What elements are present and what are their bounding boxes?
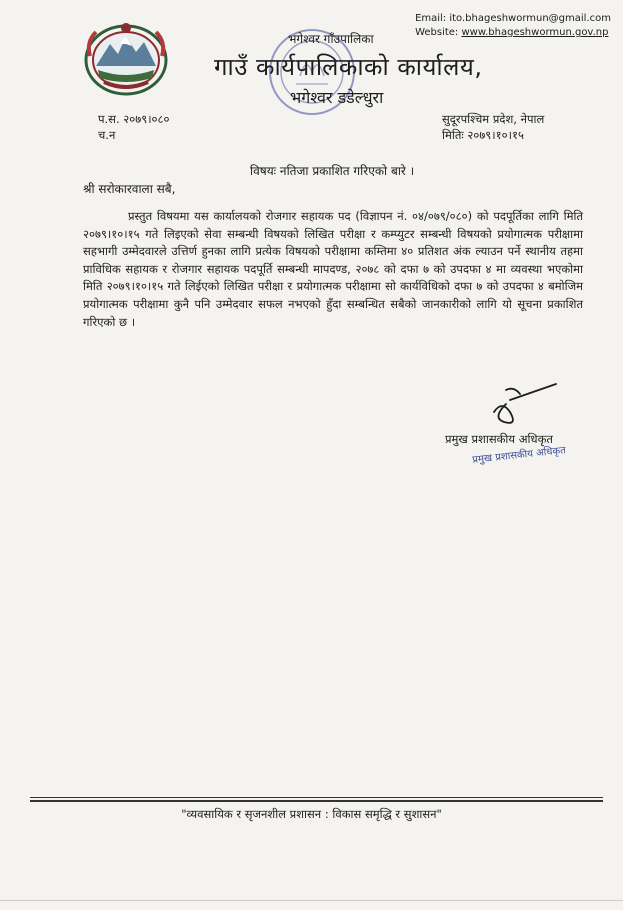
email-line: Email: ito.bhageshwormun@gmail.com: [415, 13, 611, 24]
reference-right: [442, 111, 544, 143]
page-bottom-edge: [0, 900, 623, 901]
footer-divider-thin: [30, 797, 603, 798]
office-top-line: भगेश्वर गाँउपालिका: [288, 32, 374, 46]
dispatch-number: च.न: [98, 128, 116, 142]
province-line: सुदूरपश्चिम प्रदेश, नेपाल: [442, 112, 545, 126]
letter-date: मितिः २०७९।१०।१५: [442, 128, 524, 142]
website-link[interactable]: www.bhageshwormun.gov.np: [461, 27, 609, 38]
letter-salutation: श्री सरोकारवाला सबै,: [83, 182, 176, 196]
website-line: [415, 26, 611, 40]
letter-body: प्रस्तुत विषयमा यस कार्यालयको रोजगार सहायक पद (विज्ञापन नं. ०४/०७९/०८०) को पदपूर्तिका लागि मिति २०७९।१०।१५ गते लिइएको सेवा सम्बन्धी विषयको लिखित परीक्षा र कम्प्युटर सम्बन्धी विषयको प्रयोगात्मक परीक्षामा सहभागी उम्मेदवारले उत्तिर्ण हुनका लागि प्रत्येक विषयको परीक्षामा कम्तिमा ४० प्रतिशत अंक ल्याउन पर्ने स्थानीय तहमा प्राविधिक सहायक र रोजगार सहायक पदपूर्ति सम्बन्धी मापदण्ड, २०७८ को दफा ७ को उपदफा ४ मा व्यवस्था भएकोमा मिति २०७९।१०।१५ गते लिईएको लिखित परीक्षा र प्रयोगात्मक परीक्षामा सो कार्यविधिको दफा ७ को उपदफा ४ बमोजिम प्रयोगात्मक परीक्षामा कुनै पनि उम्मेदवार सफल नभएको हुँदा सम्बन्धित सबैको जानकारीको लागि यो सूचना प्रकाशित गरिएको छ ।: [83, 209, 583, 329]
nepal-emblem-icon: [80, 20, 172, 96]
handwritten-signature-icon: [480, 382, 560, 432]
signer-title: प्रमुख प्रशासकीय अधिकृत: [445, 432, 553, 446]
website-label: Website:: [415, 27, 462, 38]
reference-left: [98, 111, 170, 143]
office-location: भगेश्वर डडेल्धुरा: [290, 88, 384, 107]
signer-stamp: प्रमुख प्रशासकीय अधिकृत: [471, 445, 567, 466]
letter-subject: विषयः नतिजा प्रकाशित गरिएको बारे ।: [250, 164, 415, 178]
footer-motto: "व्यवसायिक र सृजनशील प्रशासन : विकास समृद्धि र सुशासन": [181, 807, 442, 821]
footer-divider-thick: [30, 800, 603, 802]
letter-number: प.स. २०७९।०८०: [98, 112, 170, 126]
office-name: गाउँ कार्यपालिकाको कार्यालय,: [214, 53, 483, 81]
contact-info: [415, 12, 611, 40]
